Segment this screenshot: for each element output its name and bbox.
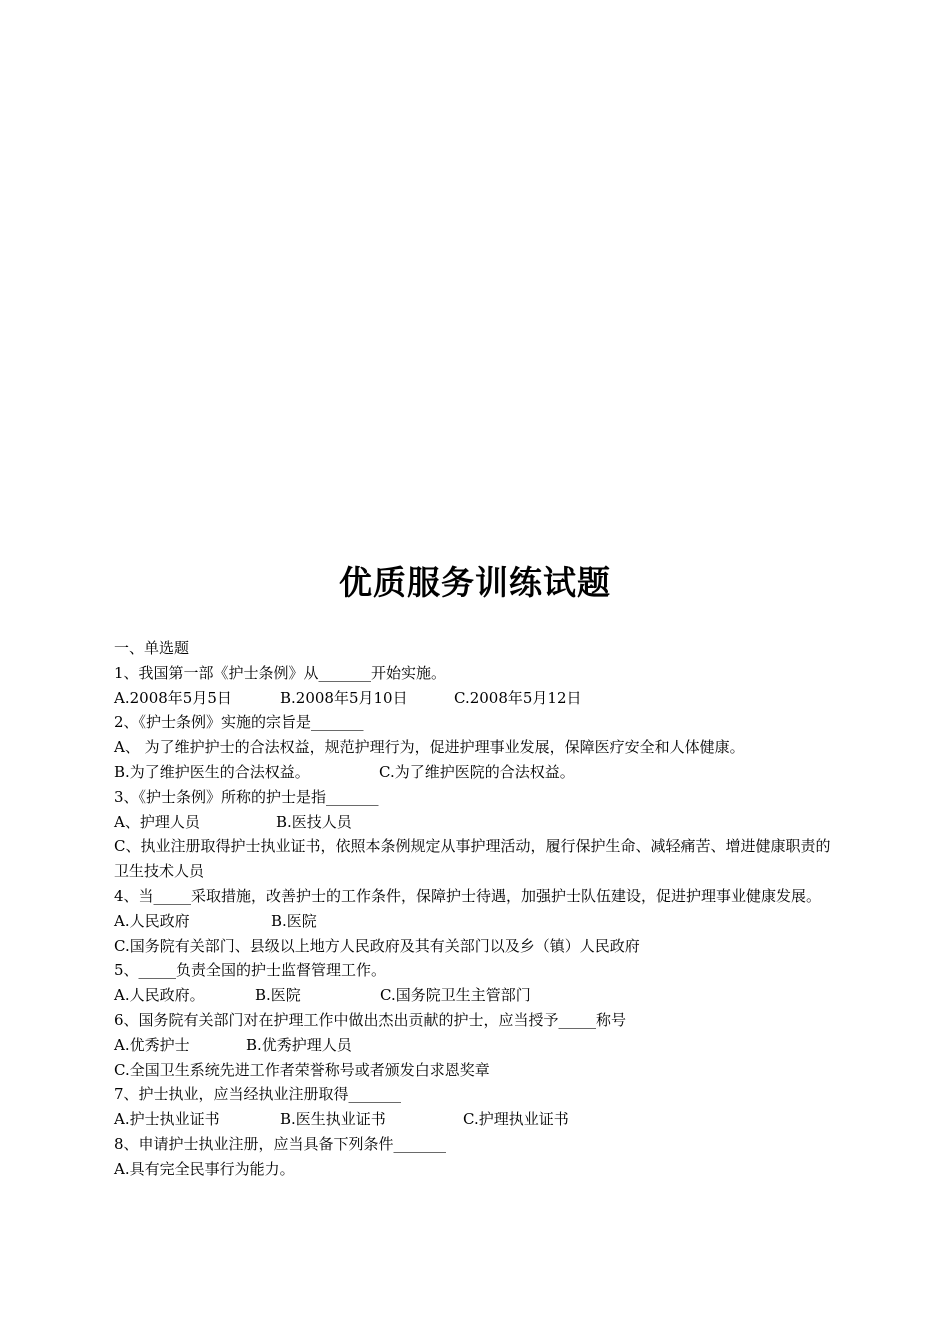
question-7-option-b: B.医生执业证书 <box>280 1110 386 1129</box>
question-1-stem: 1、我国第一部《护士条例》从_______开始实施。 <box>114 663 447 682</box>
question-3-option-a: A、护理人员 <box>114 812 200 831</box>
document-body <box>114 636 836 1182</box>
question-6-option-c: C.全国卫生系统先进工作者荣誉称号或者颁发白求恩奖章 <box>114 1060 490 1079</box>
question-5-option-b: B.医院 <box>255 986 301 1005</box>
question-5-stem: 5、_____负责全国的护士监督管理工作。 <box>114 961 387 980</box>
question-1-option-a: A.2008年5月5日 <box>114 688 232 707</box>
question-2-option-b: B.为了维护医生的合法权益。 <box>114 762 310 781</box>
question-2-options <box>114 760 836 785</box>
question-5-option-c: C.国务院卫生主管部门 <box>380 986 531 1005</box>
question-8-stem: 8、申请护士执业注册，应当具备下列条件_______ <box>114 1134 447 1153</box>
question-6-option-b: B.优秀护理人员 <box>246 1035 352 1054</box>
question-7-option-c: C.护理执业证书 <box>463 1110 569 1129</box>
section-heading: 一、单选题 <box>114 639 190 657</box>
question-5-options <box>114 983 836 1008</box>
question-3-option-b: B.医技人员 <box>276 812 352 831</box>
question-7-option-a: A.护士执业证书 <box>114 1110 220 1129</box>
question-7-options <box>114 1107 836 1132</box>
question-4-options <box>114 909 836 934</box>
question-6-option-a: A.优秀护士 <box>114 1035 190 1054</box>
question-8-option-a: A.具有完全民事行为能力。 <box>114 1159 295 1178</box>
question-6-stem: 6、国务院有关部门对在护理工作中做出杰出贡献的护士，应当授予_____称号 <box>114 1010 627 1029</box>
question-6-options <box>114 1033 836 1058</box>
question-3-option-c: C、执业注册取得护士执业证书，依照本条例规定从事护理活动，履行保护生命、减轻痛苦、增进健康职责的卫生技术人员 <box>114 837 831 881</box>
document-title: 优质服务训练试题 <box>339 563 611 602</box>
question-1-option-c: C.2008年5月12日 <box>454 688 582 707</box>
question-4-option-b: B.医院 <box>271 911 317 930</box>
question-1-option-b: B.2008年5月10日 <box>280 688 408 707</box>
question-7-stem: 7、护士执业，应当经执业注册取得_______ <box>114 1085 402 1104</box>
question-2-stem: 2、《护士条例》实施的宗旨是_______ <box>114 713 364 732</box>
question-4-option-a: A.人民政府 <box>114 911 190 930</box>
question-3-options <box>114 810 836 835</box>
question-2-option-a: A、 为了维护护士的合法权益，规范护理行为，促进护理事业发展，保障医疗安全和人体健康。 <box>114 738 745 757</box>
question-4-option-c: C.国务院有关部门、县级以上地方人民政府及其有关部门以及乡（镇）人民政府 <box>114 936 640 955</box>
question-2-option-c: C.为了维护医院的合法权益。 <box>379 762 575 781</box>
question-4-stem: 4、当_____采取措施，改善护士的工作条件，保障护士待遇，加强护士队伍建设，促进护理事业健康发展。 <box>114 886 822 905</box>
question-3-stem: 3、《护士条例》所称的护士是指_______ <box>114 787 379 806</box>
question-1-options <box>114 686 836 711</box>
question-5-option-a: A.人民政府。 <box>114 986 205 1005</box>
